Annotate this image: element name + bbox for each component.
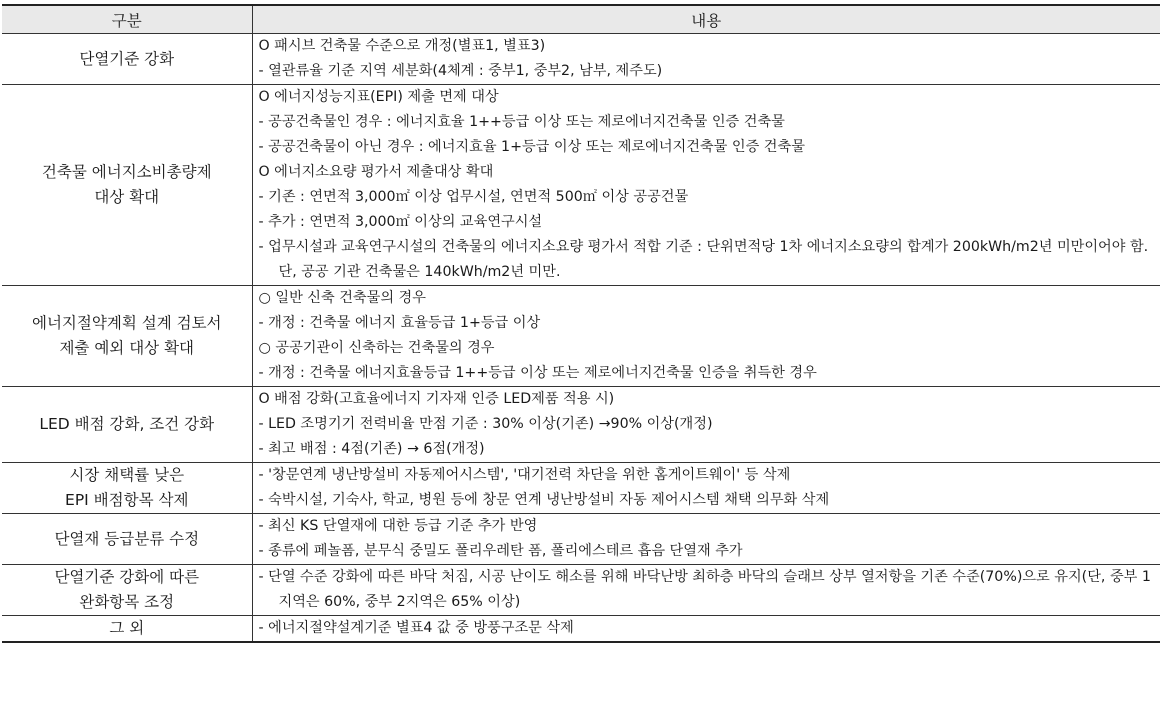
content-line: - 단열 수준 강화에 따른 바닥 처짐, 시공 난이도 해소를 위해 바닥난방 최하층 바닥의 슬래브 상부 열저항을 기존 수준(70%)으로 유지(단, 중부 1지역은 60%, 중부 2지역은 65% 이상): [258, 569, 1151, 610]
category-line: 건축물 에너지소비총량제: [41, 163, 212, 181]
row-content: [252, 463, 1160, 514]
category-line: 대상 확대: [94, 188, 160, 206]
content-line: - 최신 KS 단열재에 대한 등급 기준 추가 반영: [258, 518, 538, 534]
row-content: [252, 616, 1160, 643]
content-line: O 패시브 건축물 수준으로 개정(별표1, 별표3): [258, 38, 546, 54]
content-line: - 업무시설과 교육연구시설의 건축물의 에너지소요량 평가서 적합 기준 : 단위면적당 1차 에너지소요량의 합계가 200kWh/m2년 미만이어야 함. 단, 공공 기관 건축물은 140kWh/m2년 미만.: [258, 239, 1149, 280]
content-line: - 숙박시설, 기숙사, 학교, 병원 등에 창문 연계 냉난방설비 자동 제어시스템 채택 의무화 삭제: [258, 492, 830, 508]
header-category: 구분: [2, 5, 252, 34]
category-line: 단열기준 강화에 따른: [54, 568, 200, 586]
table-row: [2, 616, 1160, 643]
category-line: EPI 배점항목 삭제: [65, 491, 189, 509]
content-line: O 에너지성능지표(EPI) 제출 면제 대상: [258, 89, 499, 105]
category-line: 단열재 등급분류 수정: [54, 529, 200, 548]
row-content: [252, 387, 1160, 463]
category-line: 그 외: [109, 619, 145, 637]
row-category: [2, 514, 252, 565]
content-line: - 에너지절약설계기준 별표4 값 중 방풍구조문 삭제: [258, 620, 574, 636]
row-category: [2, 387, 252, 463]
content-line: - 기존 : 연면적 3,000㎡ 이상 업무시설, 연면적 500㎡ 이상 공공건물: [258, 189, 689, 205]
table-body: [2, 34, 1160, 643]
row-content: [252, 565, 1160, 616]
content-line: O 배점 강화(고효율에너지 기자재 인증 LED제품 적용 시): [258, 391, 615, 407]
table-row: [2, 286, 1160, 387]
content-line: - '창문연계 냉난방설비 자동제어시스템', '대기전력 차단을 위한 홈게이트웨이' 등 삭제: [258, 467, 791, 483]
row-category: [2, 85, 252, 286]
table-row: [2, 463, 1160, 514]
table-row: [2, 565, 1160, 616]
content-line: ○ 공공기관이 신축하는 건축물의 경우: [258, 340, 495, 356]
regulation-changes-table: [2, 4, 1160, 643]
content-line: - 공공건축물이 아닌 경우 : 에너지효율 1+등급 이상 또는 제로에너지건축물 인증 건축물: [258, 139, 805, 155]
category-line: 시장 채택률 낮은: [69, 466, 185, 484]
row-category: [2, 565, 252, 616]
content-line: - 개정 : 건축물 에너지효율등급 1++등급 이상 또는 제로에너지건축물 인증을 취득한 경우: [258, 365, 817, 381]
content-line: - 공공건축물인 경우 : 에너지효율 1++등급 이상 또는 제로에너지건축물 인증 건축물: [258, 114, 785, 130]
category-line: 제출 예외 대상 확대: [59, 339, 195, 357]
content-line: - 개정 : 건축물 에너지 효율등급 1+등급 이상: [258, 315, 541, 331]
row-content: [252, 85, 1160, 286]
table-row: [2, 387, 1160, 463]
header-content: 내용: [252, 5, 1160, 34]
row-category: [2, 616, 252, 643]
category-line: LED 배점 강화, 조건 강화: [39, 415, 215, 433]
row-content: [252, 286, 1160, 387]
content-line: ○ 일반 신축 건축물의 경우: [258, 290, 426, 306]
table-row: [2, 34, 1160, 85]
category-line: 완화항목 조정: [79, 593, 175, 611]
category-line: 단열기준 강화: [79, 49, 175, 68]
table-header: [2, 5, 1160, 34]
table-row: [2, 514, 1160, 565]
category-line: 에너지절약계획 설계 검토서: [31, 314, 222, 332]
content-line: - 열관류율 기준 지역 세분화(4체계 : 중부1, 중부2, 남부, 제주도): [258, 63, 663, 79]
row-content: [252, 514, 1160, 565]
header-row: [2, 5, 1160, 34]
content-line: - 종류에 페놀폼, 분무식 중밀도 폴리우레탄 폼, 폴리에스테르 흡음 단열재 추가: [258, 543, 743, 559]
row-category: [2, 34, 252, 85]
row-content: [252, 34, 1160, 85]
row-category: [2, 286, 252, 387]
content-line: - LED 조명기기 전력비율 만점 기준 : 30% 이상(기존) →90% 이상(개정): [258, 416, 713, 432]
content-line: - 추가 : 연면적 3,000㎡ 이상의 교육연구시설: [258, 214, 543, 230]
table-row: [2, 85, 1160, 286]
row-category: [2, 463, 252, 514]
content-line: O 에너지소요량 평가서 제출대상 확대: [258, 164, 494, 180]
content-line: - 최고 배점 : 4점(기존) → 6점(개정): [258, 441, 485, 457]
